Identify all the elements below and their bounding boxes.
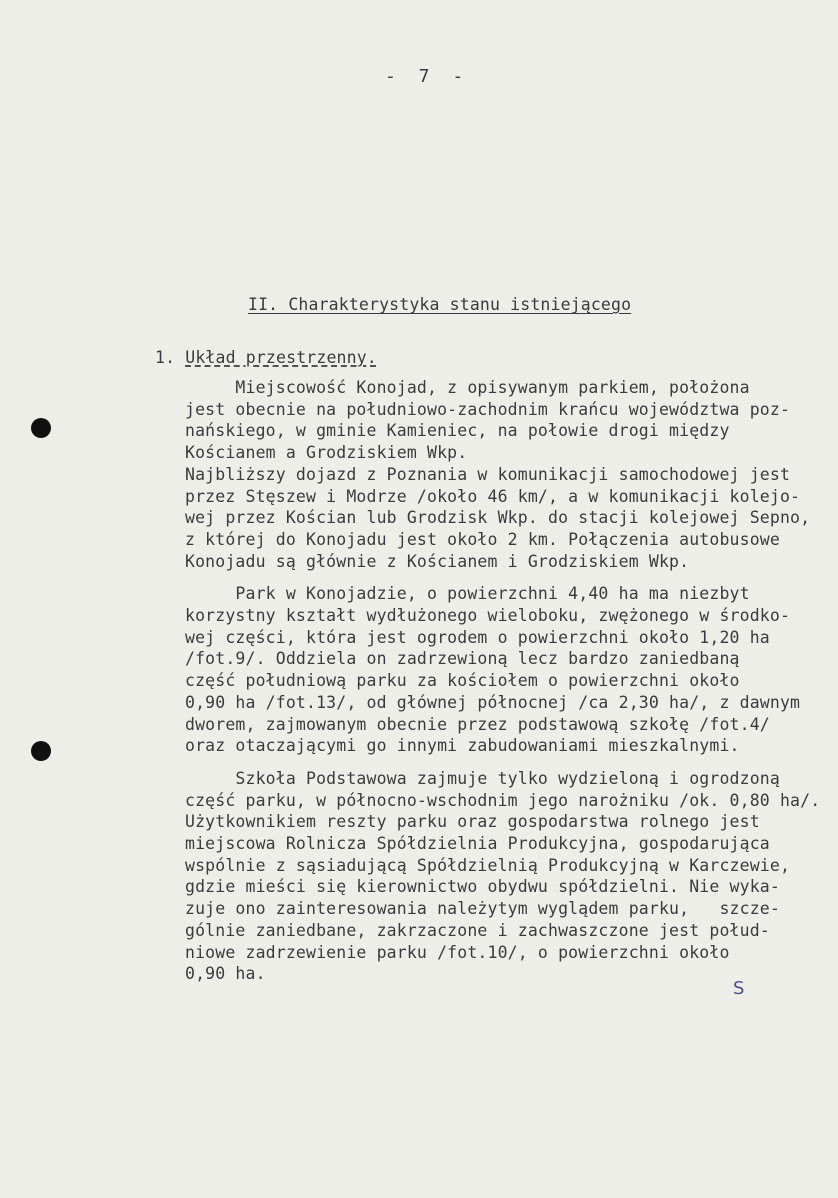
text-line: Najbliższy dojazd z Poznania w komunikacji samochodowej jest xyxy=(185,464,791,484)
punch-hole xyxy=(31,741,51,761)
punch-hole xyxy=(31,418,51,438)
text-line: Kościanem a Grodziskiem Wkp. xyxy=(185,443,468,463)
text-line: jest obecnie na południowo-zachodnim krańcu województwa poz- xyxy=(185,399,791,419)
text-line: gdzie mieści się kierownictwo obydwu spółdzielni. Nie wyka- xyxy=(185,877,780,897)
subsection-title xyxy=(155,350,377,367)
text-line: miejscowa Rolnicza Spółdzielnia Produkcyjna, gospodarująca xyxy=(185,834,770,853)
text-line: wej przez Kościan lub Grodzisk Wkp. do stacji kolejowej Sepno, xyxy=(185,508,811,528)
text-line: Miejscowość Konojad, z opisywanym parkiem, położona xyxy=(185,378,750,397)
section-heading xyxy=(248,297,631,314)
text-line: 0,90 ha. xyxy=(185,964,266,984)
text-line: zuje ono zainteresowania należytym wyglądem parku, szcze- xyxy=(185,899,780,919)
text-line: nańskiego, w gminie Kamieniec, na połowie drogi między xyxy=(185,421,730,441)
page-number: - 7 - xyxy=(385,66,470,87)
text-line: część południową parku za kościołem o powierzchni około xyxy=(185,671,740,691)
text-line: wspólnie z sąsiadującą Spółdzielnią Produkcyjną w Karczewie, xyxy=(185,855,791,875)
text-line: niowe zadrzewienie parku /fot.10/, o powierzchni około xyxy=(185,942,730,962)
text-line: oraz otaczającymi go innymi zabudowaniami mieszkalnymi. xyxy=(185,736,740,756)
text-line: przez Stęszew i Modrze /około 46 km/, a w komunikacji kolejo- xyxy=(185,486,801,506)
text-line: Konojadu są głównie z Kościanem i Grodziskiem Wkp. xyxy=(185,551,690,571)
subsection-number: 1. xyxy=(155,348,176,367)
text-line: dworem, zajmowanym obecnie przez podstawową szkołę /fot.4/ xyxy=(185,714,770,734)
text-line: Szkoła Podstawowa zajmuje tylko wydzieloną i ogrodzoną xyxy=(185,768,780,788)
text-line: Park w Konojadzie, o powierzchni 4,40 ha ma niezbyt xyxy=(185,584,750,604)
subsection-title-text: Układ przestrzenny. xyxy=(185,348,377,367)
text-line: z której do Konojadu jest około 2 km. Połączenia autobusowe xyxy=(185,529,780,549)
text-line: część parku, w północno-wschodnim jego narożniku /ok. 0,80 ha/. xyxy=(185,790,821,810)
text-line: Użytkownikiem reszty parku oraz gospodarstwa rolnego jest xyxy=(185,812,760,832)
handwritten-correction: S xyxy=(733,978,745,999)
text-line: gólnie zaniedbane, zakrzaczone i zachwaszczone jest połud- xyxy=(185,920,770,940)
text-line: /fot.9/. Oddziela on zadrzewioną lecz bardzo zaniedbaną xyxy=(185,649,740,669)
text-line: korzystny kształt wydłużonego wieloboku, zwężonego w środko- xyxy=(185,606,791,625)
text-line: 0,90 ha /fot.13/, od głównej północnej /ca 2,30 ha/, z dawnym xyxy=(185,692,801,712)
text-line: wej części, która jest ogrodem o powierzchni około 1,20 ha xyxy=(185,627,770,647)
heading-text: II. Charakterystyka stanu istniejącego xyxy=(248,295,632,314)
